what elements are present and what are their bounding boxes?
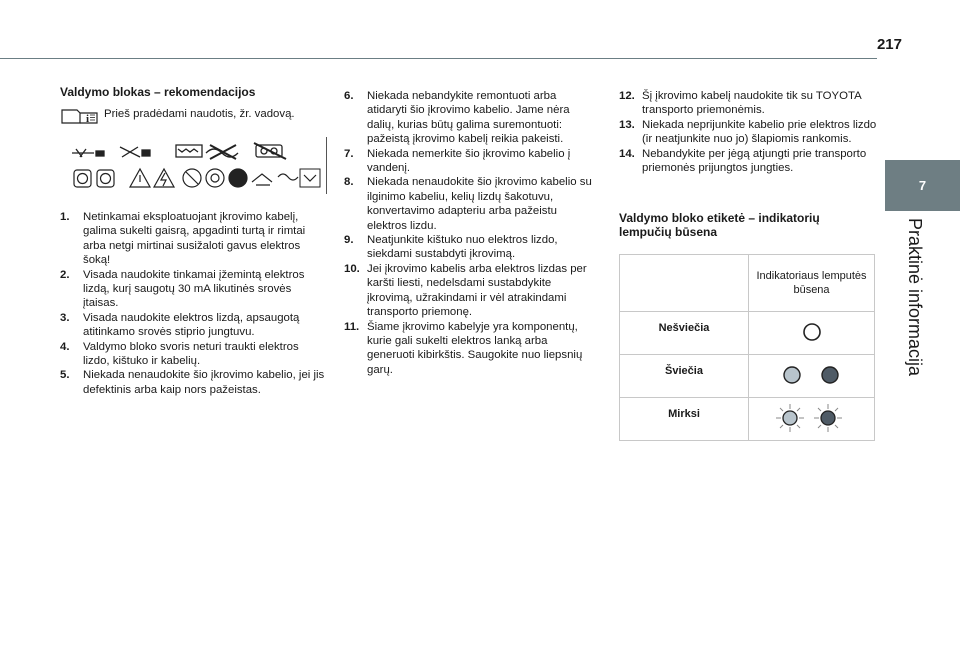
item-text: Šiame įkrovimo kabelyje yra komponentų, kurie gali sukelti elektros lanką arba generuoti kibirkštis. Saugokite nuo liepsnių garų. <box>367 320 583 376</box>
item-number: 2. <box>60 268 70 281</box>
item-text: Niekada nemerkite šio įkrovimo kabelio į vandenį. <box>367 147 571 175</box>
lamp-off-cell <box>749 312 875 355</box>
list-item <box>60 210 328 268</box>
lamp-blink-cell <box>749 398 875 441</box>
list-item <box>60 340 328 369</box>
item-text: Netinkamai eksploatuojant įkrovimo kabelį, galima sukelti gaisrą, apgadinti turtą ir rimtai arba netgi mirtinai susižaloti gavus elektros šoką! <box>83 211 306 267</box>
item-text: Visada naudokite elektros lizdą, apsaugotą atitinkamo srovės stiprio jungtuvu. <box>83 311 300 339</box>
list-item <box>344 147 596 176</box>
chapter-tab[interactable] <box>885 160 960 211</box>
list-item <box>344 89 596 147</box>
table-row <box>620 355 875 398</box>
item-number: 6. <box>344 90 354 102</box>
item-number: 11. <box>344 320 360 333</box>
svg-text:i: i <box>86 113 90 126</box>
item-text: Niekada nebandykite remontuoti arba atidaryti šio įkrovimo kabelio. Jame nėra dalių, kurias būtų galima suremontuoti: pažeistą įkrovimo kabelį reikia pakeisti. <box>367 90 570 146</box>
status-label: Nešviečia <box>620 312 749 355</box>
item-number: 1. <box>60 211 70 223</box>
list-item <box>60 268 328 311</box>
table-header-empty <box>620 255 749 312</box>
table-row <box>620 398 875 441</box>
list-item <box>619 118 877 147</box>
indicator-status-table <box>619 254 875 441</box>
list-item <box>344 233 596 262</box>
list-item <box>344 262 596 320</box>
table-header: Indikatoriaus lemputės būsena <box>749 255 875 312</box>
status-label: Mirksi <box>620 398 749 441</box>
lamp-off-icon <box>797 317 827 347</box>
page-number: 217 <box>876 36 902 53</box>
warnings-list-3 <box>619 89 877 175</box>
indicator-heading: Valdymo bloko etiketė – indikatorių lempučių būsena <box>619 211 820 240</box>
list-item <box>344 175 596 233</box>
header-rule <box>0 58 877 59</box>
item-text: Niekada nenaudokite šio įkrovimo kabelio su ilginimo kabeliu, kelių lizdų šakotuvu, konvertavimo adapteriu arba pažeistu elektros lizdu. <box>367 176 592 232</box>
chapter-number: 7 <box>918 178 927 193</box>
column-1 <box>60 85 328 125</box>
item-number: 9. <box>344 234 354 247</box>
item-number: 5. <box>60 369 70 382</box>
item-text: Neatjunkite kištuko nuo elektros lizdo, siekdami sustabdyti įkrovimą. <box>367 234 558 261</box>
item-text: Valdymo bloko svoris neturi traukti elektros lizdo, kištuko ir kabelių. <box>83 340 299 368</box>
status-label: Šviečia <box>620 355 749 398</box>
list-item <box>619 89 877 118</box>
list-item <box>344 320 596 378</box>
table-row <box>620 312 875 355</box>
lamp-on-cell <box>749 355 875 398</box>
manual-note <box>60 107 328 125</box>
item-number: 7. <box>344 147 354 160</box>
warning-symbols-icon <box>60 137 324 194</box>
chapter-title: Praktinė informacija <box>905 218 925 377</box>
item-text: Nebandykite per jėgą atjungti prie transporto priemonės prijungtos jungties. <box>642 147 867 175</box>
warning-symbols-panel <box>60 137 327 194</box>
lamp-blink-icon <box>762 399 862 437</box>
section-heading: Valdymo blokas – rekomendacijos <box>60 85 256 99</box>
item-number: 13. <box>619 118 635 131</box>
list-item <box>60 311 328 340</box>
list-item <box>60 368 328 397</box>
read-manual-icon <box>60 107 100 125</box>
item-number: 14. <box>619 147 635 160</box>
item-number: 12. <box>619 90 635 102</box>
note-text: Prieš pradėdami naudotis, žr. vadovą. <box>104 108 295 121</box>
item-text: Jei įkrovimo kabelis arba elektros lizdas per karšti liesti, nedelsdami sustabdykite įkrovimą, užrakindami ir vėl atrakindami transporto priemonę. <box>367 262 587 319</box>
item-text: Niekada nenaudokite šio įkrovimo kabelio, jei jis defektinis arba kaip nors pažeistas. <box>83 369 325 396</box>
list-item <box>619 147 877 176</box>
item-number: 4. <box>60 340 70 353</box>
table-header-row <box>620 255 875 312</box>
item-number: 8. <box>344 176 354 189</box>
item-text: Niekada neprijunkite kabelio prie elektros lizdo (ir neatjunkite nuo jo) šlapiomis rankomis. <box>642 118 877 146</box>
item-text: Visada naudokite tinkamai įžemintą elektros lizdą, kurį saugotų 30 mA likutinės srovės įtaisas. <box>83 268 305 310</box>
warnings-list-2 <box>344 89 596 377</box>
item-text: Šį įkrovimo kabelį naudokite tik su TOYOTA transporto priemonėmis. <box>642 90 862 117</box>
item-number: 3. <box>60 311 70 324</box>
warnings-list-1 <box>60 210 328 397</box>
item-number: 10. <box>344 262 360 275</box>
lamp-on-icon <box>767 360 857 390</box>
